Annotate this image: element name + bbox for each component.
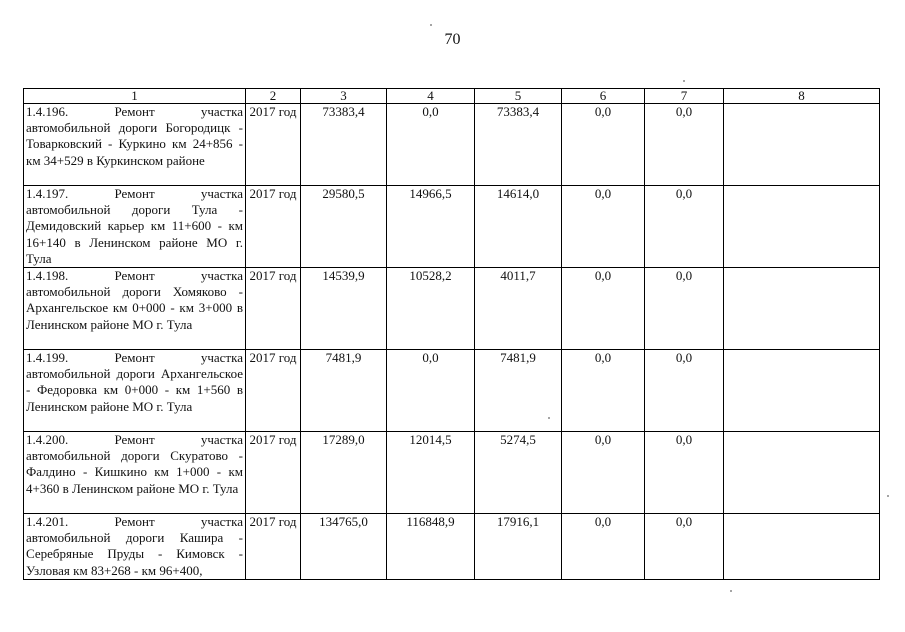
scan-speck <box>730 590 732 592</box>
row-value: 29580,5 <box>301 186 387 268</box>
row-value: 12014,5 <box>387 432 475 514</box>
row-value: 0,0 <box>645 350 724 432</box>
row-value: 7481,9 <box>301 350 387 432</box>
row-value: 0,0 <box>562 514 645 580</box>
row-value: 116848,9 <box>387 514 475 580</box>
page-number: 70 <box>444 31 461 48</box>
row-value: 17289,0 <box>301 432 387 514</box>
column-header: 5 <box>475 89 562 104</box>
road-repair-table <box>23 88 880 580</box>
row-value: 0,0 <box>645 268 724 350</box>
scan-speck <box>887 495 889 497</box>
row-value: 0,0 <box>645 432 724 514</box>
row-value <box>724 514 880 580</box>
row-year: 2017 год <box>246 514 301 580</box>
row-value <box>724 186 880 268</box>
row-value: 14614,0 <box>475 186 562 268</box>
table-row <box>24 104 880 186</box>
column-header: 2 <box>246 89 301 104</box>
table-row <box>24 514 880 580</box>
row-value: 0,0 <box>562 350 645 432</box>
row-year: 2017 год <box>246 350 301 432</box>
row-value: 0,0 <box>562 186 645 268</box>
table-row <box>24 350 880 432</box>
table-row <box>24 186 880 268</box>
row-value: 5274,5 <box>475 432 562 514</box>
column-header: 8 <box>724 89 880 104</box>
row-value: 0,0 <box>645 104 724 186</box>
row-value: 134765,0 <box>301 514 387 580</box>
row-year: 2017 год <box>246 432 301 514</box>
row-year: 2017 год <box>246 268 301 350</box>
column-header: 4 <box>387 89 475 104</box>
row-value: 14539,9 <box>301 268 387 350</box>
row-value: 14966,5 <box>387 186 475 268</box>
row-value: 0,0 <box>562 104 645 186</box>
row-year: 2017 год <box>246 186 301 268</box>
row-value: 0,0 <box>387 350 475 432</box>
scan-speck <box>683 80 685 82</box>
row-description: 1.4.198. Ремонт участка автомобильной дороги Хомяково - Архангельское км 0+000 - км 3+000 в Ленинском районе МО г. Тула <box>24 268 246 350</box>
row-value: 10528,2 <box>387 268 475 350</box>
row-value: 17916,1 <box>475 514 562 580</box>
row-value <box>724 104 880 186</box>
header-row <box>24 89 880 104</box>
column-header: 6 <box>562 89 645 104</box>
row-year: 2017 год <box>246 104 301 186</box>
row-description: 1.4.199. Ремонт участка автомобильной дороги Архангельское - Федоровка км 0+000 - км 1+560 в Ленинском районе МО г. Тула <box>24 350 246 432</box>
table-row <box>24 432 880 514</box>
row-description: 1.4.197. Ремонт участка автомобильной дороги Тула - Демидовский карьер км 11+600 - км 16+140 в Ленинском районе МО г. Тула <box>24 186 246 268</box>
row-value <box>724 268 880 350</box>
row-value: 7481,9 <box>475 350 562 432</box>
scan-speck <box>548 417 550 419</box>
row-description: 1.4.201. Ремонт участка автомобильной дороги Кашира - Серебряные Пруды - Кимовск - Узловая км 83+268 - км 96+400, <box>24 514 246 580</box>
row-value <box>724 350 880 432</box>
column-header: 1 <box>24 89 246 104</box>
column-header: 7 <box>645 89 724 104</box>
row-description: 1.4.200. Ремонт участка автомобильной дороги Скуратово - Фалдино - Кишкино км 1+000 - км 4+360 в Ленинском районе МО г. Тула <box>24 432 246 514</box>
row-value: 0,0 <box>562 432 645 514</box>
row-value: 0,0 <box>645 514 724 580</box>
row-value: 0,0 <box>645 186 724 268</box>
scan-speck <box>430 24 432 26</box>
row-value: 73383,4 <box>301 104 387 186</box>
row-value: 73383,4 <box>475 104 562 186</box>
row-value <box>724 432 880 514</box>
row-value: 0,0 <box>387 104 475 186</box>
column-header: 3 <box>301 89 387 104</box>
row-value: 0,0 <box>562 268 645 350</box>
row-value: 4011,7 <box>475 268 562 350</box>
table-row <box>24 268 880 350</box>
row-description: 1.4.196. Ремонт участка автомобильной дороги Богородицк - Товарковский - Куркино км 24+856 - км 34+529 в Куркинском районе <box>24 104 246 186</box>
